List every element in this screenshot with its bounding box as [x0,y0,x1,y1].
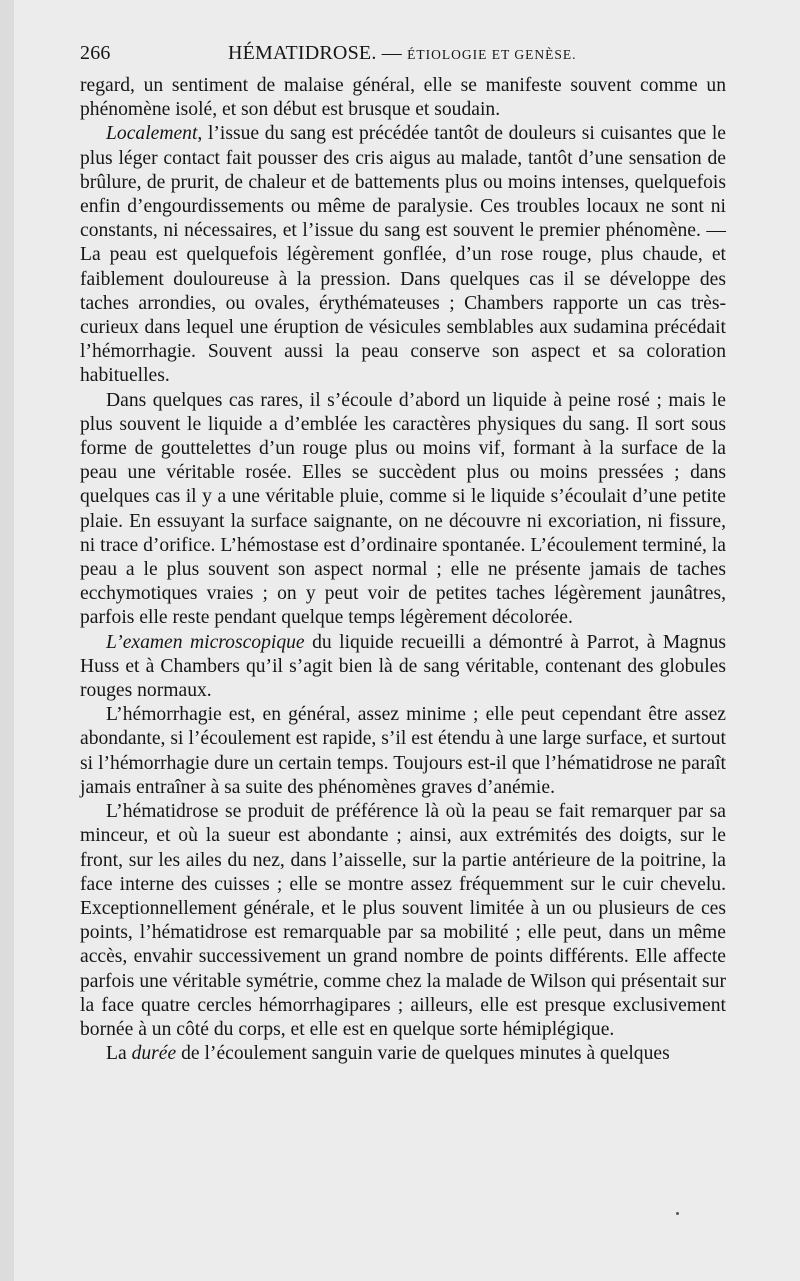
emphasis-localement: Localement [106,123,198,145]
chapter-title: HÉMATIDROSE. [228,42,377,64]
paragraph-local-symptoms [80,122,726,388]
paragraph-location: L’hématidrose se produit de préférence là où la peau se fait remarquer par sa minceur, et où la sueur est abondante ; ainsi, aux extrémités des doigts, sur le front, sur les ailes du nez, dans l’aisselle, sur la partie antérieure de la poitrine, la face interne des cuisses ; elle se montre assez fréquemment sur le cuir chevelu. Exceptionnellement générale, et le plus souvent limitée à un ou plusieurs de ces points, l’hématidrose est remarquable par sa mobilité ; elle peut, dans un même accès, envahir successivement un grand nombre de points différents. Elle affecte parfois une véritable symétrie, comme chez la malade de Wilson qui présentait sur la face quatre cercles hémorrhagipares ; ailleurs, elle est presque exclusivement bornée à un côté du corps, et elle est en quelque sorte hémiplégique. [80,801,726,1040]
title-dash: — [376,42,408,64]
paragraph-text: , l’issue du sang est précédée tantôt de douleurs si cuisantes que le plus léger contact fait pousser des cris aigus au malade, tantôt d’une sensation de brûlure, de prurit, de chaleur et de battements plus ou moins intenses, quelquefois enfin d’engourdissements ou même de paralysie. Ces troubles locaux ne sont ni constants, ni nécessaires, et l’issue du sang est souvent le premier phénomène. — La peau est quelquefois légèrement gonflée, d’un rose rouge, plus chaude, et faiblement douloureuse à la pression. Dans quelques cas il se développe des taches arrondies, ou ovales, érythémateuses ; Chambers rapporte un cas très-curieux dans lequel une éruption de vésicules semblables aux sudamina précédait l’hémorrhagie. Souvent aussi la peau conserve son aspect et sa coloration habituelles. [80,123,726,387]
emphasis-examen-microscopique: L’examen microscopique [106,631,305,653]
paragraph-hemorrhage-amount: L’hémorrhagie est, en général, assez minime ; elle peut cependant être assez abondante, si l’écoulement est rapide, s’il est étendu à une large surface, et surtout si l’hémorrhagie dure un certain temps. Toujours est-il que l’hématidrose ne paraît jamais entraîner à sa suite des phénomènes graves d’anémie. [80,704,726,798]
paragraph-text: de l’écoulement sanguin varie de quelques minutes à quelques [176,1043,670,1065]
paragraph-duration [80,1042,726,1066]
body-text [80,74,726,1066]
paragraph-text-start: La [106,1043,132,1065]
emphasis-duree: durée [131,1043,177,1065]
section-subtitle: ÉTIOLOGIE ET GENÈSE. [407,47,577,62]
paragraph-blood-flow: Dans quelques cas rares, il s’écoule d’abord un liquide à peine rosé ; mais le plus souvent le liquide a d’emblée les caractères physiques du sang. Il sort sous forme de gouttelettes d’un rouge plus ou moins vif, formant à la surface de la peau une véritable rosée. Elles se succèdent plus ou moins pressées ; dans quelques cas il y a une véritable pluie, comme si le liquide s’écoulait d’une petite plaie. En essuyant la surface saignante, on ne découvre ni excoriation, ni fissure, ni trace d’orifice. L’hémostase est d’ordinaire spontanée. L’écoulement terminé, la peau a le plus souvent son aspect normal ; elle ne présente jamais de taches ecchymotiques vraies ; on y peut voir de petites taches légèrement jaunâtres, parfois elle reste pendant quelque temps légèrement décolorée. [80,389,726,629]
running-title [228,42,576,65]
running-header [80,38,726,72]
page-number: 266 [80,42,111,64]
paragraph-continuation: regard, un sentiment de malaise général, elle se manifeste souvent comme un phénomène isolé, et son début est brusque et soudain. [80,75,726,121]
paragraph-microscopic-exam [80,631,726,704]
ink-speck [676,1212,679,1215]
paragraph-text: du liquide recueilli a démontré à Parrot, à Magnus Huss et à Chambers qu’il s’agit bien là de sang véritable, contenant des globules rouges normaux. [80,631,727,702]
